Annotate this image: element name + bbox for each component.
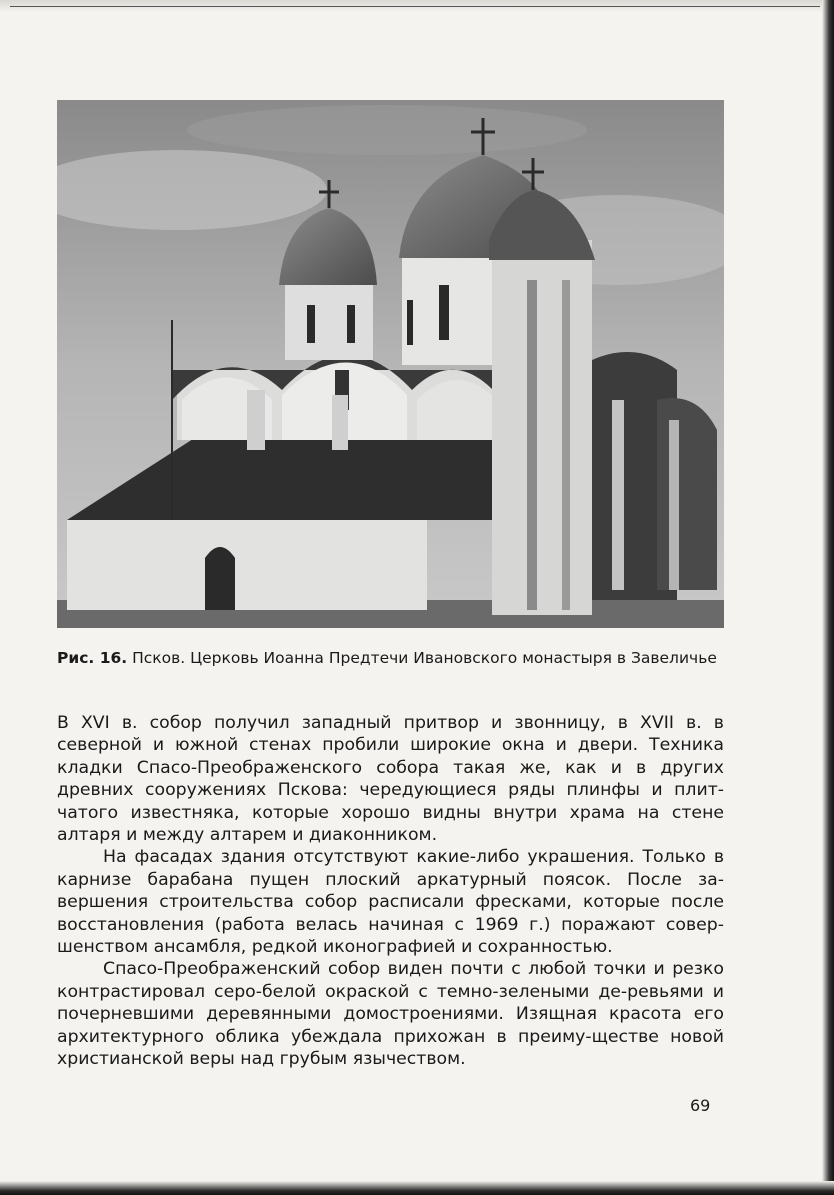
drum-window xyxy=(307,305,315,343)
pilaster xyxy=(562,280,570,610)
scan-right-edge xyxy=(822,0,834,1195)
drum-window xyxy=(347,305,355,343)
drum-window xyxy=(439,285,449,340)
small-drum xyxy=(285,280,373,360)
cloud xyxy=(187,105,587,155)
paragraph: Спасо-Преображенский собор виден почти с любой точки и резко контрастировал серо-белой окраской с темно-зелеными де-ревьями и почерневшими деревянными домостроениями. Изящная красота его архитектурного облика убеждала прихожан в преиму-ществе новой христианской веры над грубым язычеством. xyxy=(57,959,724,1070)
scan-bottom-edge xyxy=(0,1181,834,1195)
east-tower xyxy=(492,240,592,615)
apse-pilaster xyxy=(669,420,679,590)
figure-caption xyxy=(57,648,724,669)
scan-top-line xyxy=(10,6,820,7)
church-photo xyxy=(57,100,724,628)
pilaster xyxy=(527,280,537,610)
chimney xyxy=(247,390,265,450)
page-number: 69 xyxy=(690,1096,711,1115)
narthex-door xyxy=(205,547,235,610)
paragraph: На фасадах здания отсутствуют какие-либо украшения. Только в карнизе барабана пущен плоский аркатурный поясок. После за-вершения строительства собор расписали фресками, которые после восстановления (работа велась начиная с 1969 г.) поражают совер-шенством ансамбля, редкой иконографией и сохранностью. xyxy=(57,847,724,958)
figure-number: Рис. 16. xyxy=(57,649,128,667)
body-text xyxy=(57,712,724,1071)
apse xyxy=(657,398,717,590)
church-illustration xyxy=(57,100,724,628)
chimney xyxy=(332,395,348,450)
drum-window xyxy=(407,300,413,345)
paragraph: В XVI в. собор получил западный притвор и звонницу, в XVII в. в северной и южной стенах пробили широкие окна и двери. Техника кладки Спасо-Преображенского собора такая же, как и в других древних сооружениях Пскова: чередующиеся ряды плинфы и плит-чатого известняка, которые хорошо видны внутри храма на стене алтаря и между алтарем и диаконником. xyxy=(57,713,724,846)
narthex-wall xyxy=(67,520,427,610)
figure-caption-text: Псков. Церковь Иоанна Предтечи Ивановского монастыря в Завеличье xyxy=(132,649,717,667)
apse-pilaster xyxy=(612,400,624,590)
